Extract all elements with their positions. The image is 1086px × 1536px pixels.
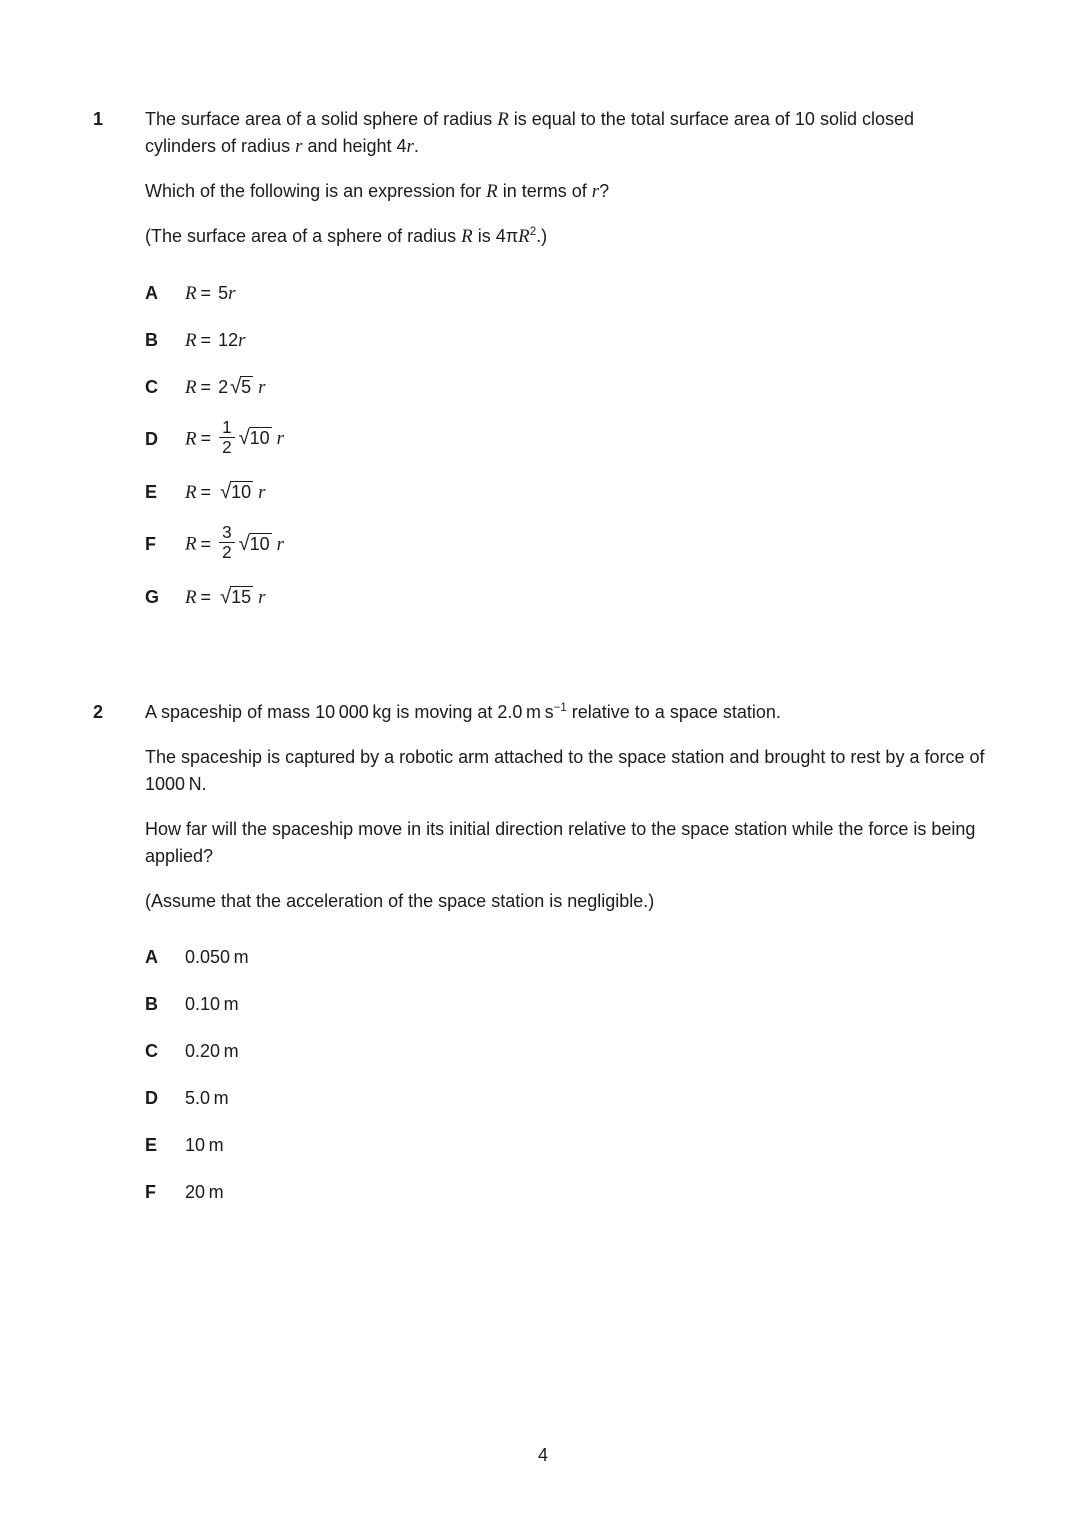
radical-sign: √ xyxy=(220,586,232,609)
option-letter: C xyxy=(145,376,158,397)
variable-R: R xyxy=(185,329,197,351)
option-letter: D xyxy=(145,1088,158,1109)
variable-R: R xyxy=(185,282,197,304)
option-letter: C xyxy=(145,1041,158,1062)
q2-question: How far will the spaceship move in its initial direction relative to the space station while the force is being applied? xyxy=(145,818,976,866)
variable-R: R xyxy=(185,587,197,609)
q2-options xyxy=(145,944,990,1207)
q1-option-a xyxy=(145,279,990,307)
option-letter: G xyxy=(145,587,160,608)
question-2-body xyxy=(145,699,990,1226)
q1-options xyxy=(145,279,990,612)
option-letter: A xyxy=(145,947,158,968)
variable-r: r xyxy=(238,329,246,351)
radicand: 5 xyxy=(241,376,252,397)
fraction xyxy=(219,523,235,562)
option-expression xyxy=(185,479,266,506)
equals-sign: = xyxy=(200,428,212,449)
option-letter: E xyxy=(145,1135,158,1156)
fraction-denominator: 2 xyxy=(219,542,235,562)
option-value: 0.10 m xyxy=(185,994,239,1015)
radical-sign: √ xyxy=(230,375,242,398)
equals-sign: = xyxy=(200,376,212,397)
variable-r: r xyxy=(258,587,266,609)
fraction-denominator: 2 xyxy=(219,437,235,457)
q1-option-e xyxy=(145,478,990,506)
q1-option-g xyxy=(145,584,990,612)
q1-option-f xyxy=(145,525,990,564)
option-letter: B xyxy=(145,329,158,350)
variable-R: R xyxy=(461,226,473,247)
superscript-minus-1: −1 xyxy=(553,701,567,714)
coefficient: 2 xyxy=(218,376,229,397)
option-value: 20 m xyxy=(185,1182,224,1203)
q2-option-a xyxy=(145,944,990,972)
option-expression xyxy=(185,584,266,611)
superscript-2: 2 xyxy=(529,226,537,238)
fraction-numerator: 3 xyxy=(222,523,232,543)
coefficient: 5 xyxy=(218,282,229,303)
radicand: 10 xyxy=(231,481,252,502)
option-expression xyxy=(185,525,284,564)
option-letter: F xyxy=(145,1182,156,1203)
option-letter: D xyxy=(145,429,158,450)
variable-r: r xyxy=(258,481,266,503)
q2-option-f xyxy=(145,1179,990,1207)
equals-sign: = xyxy=(200,481,212,502)
q2-option-b xyxy=(145,991,990,1019)
question-1-body xyxy=(145,106,990,631)
q2-paragraph-2: The spaceship is captured by a robotic arm attached to the space station and brought to rest by a force of 1000 N. xyxy=(145,746,985,794)
option-expression xyxy=(185,280,235,307)
q1-prompt: Which of the following is an expression for R in terms of r? xyxy=(145,181,610,202)
q1-option-d xyxy=(145,420,990,459)
question-2 xyxy=(93,699,998,1226)
page-footer xyxy=(0,1442,1086,1469)
option-value: 0.20 m xyxy=(185,1041,239,1062)
q2-option-e xyxy=(145,1132,990,1160)
variable-R: R xyxy=(185,376,197,398)
page-number: 4 xyxy=(537,1445,548,1465)
q1-statement: The surface area of a solid sphere of radius R is equal to the total surface area of 10 solid closed cylinders of radius r and height 4r. xyxy=(145,109,914,157)
variable-r: r xyxy=(228,282,236,304)
sqrt-radical xyxy=(239,534,272,554)
variable-R: R xyxy=(486,181,498,202)
option-expression xyxy=(185,374,266,401)
radical-sign: √ xyxy=(220,480,232,503)
q2-option-d xyxy=(145,1085,990,1113)
question-1 xyxy=(93,106,998,631)
radicand: 10 xyxy=(249,428,270,449)
question-2-number: 2 xyxy=(93,701,104,722)
option-value: 5.0 m xyxy=(185,1088,229,1109)
variable-r: r xyxy=(276,533,285,555)
radicand: 10 xyxy=(249,533,270,554)
q2-option-c xyxy=(145,1038,990,1066)
variable-R: R xyxy=(518,226,530,247)
option-letter: A xyxy=(145,282,158,303)
option-expression xyxy=(185,420,284,459)
option-expression xyxy=(185,327,245,354)
q2-note: (Assume that the acceleration of the space station is negligible.) xyxy=(145,890,655,911)
page-content xyxy=(93,106,998,1226)
variable-r: r xyxy=(258,376,266,398)
variable-r: r xyxy=(591,181,600,202)
equals-sign: = xyxy=(200,587,212,608)
fraction-numerator: 1 xyxy=(222,418,232,437)
option-value: 10 m xyxy=(185,1135,224,1156)
radical-sign: √ xyxy=(238,427,250,450)
radical-sign: √ xyxy=(238,532,250,555)
option-value: 0.050 m xyxy=(185,947,249,968)
variable-r: r xyxy=(406,136,414,157)
variable-R: R xyxy=(497,109,509,130)
equals-sign: = xyxy=(200,282,212,303)
q2-statement: A spaceship of mass 10 000 kg is moving at 2.0 m $s^{-1}$ relative to a space station. xyxy=(145,701,781,722)
sqrt-radical xyxy=(239,428,272,448)
coefficient: 12 xyxy=(218,329,239,350)
q1-note: (The surface area of a sphere of radius R is $4\pi R^2$.) xyxy=(145,226,548,247)
question-1-number: 1 xyxy=(93,109,104,129)
variable-r: r xyxy=(295,136,303,157)
sqrt-radical xyxy=(230,377,253,397)
option-letter: F xyxy=(145,534,156,555)
equals-sign: = xyxy=(200,329,212,350)
variable-R: R xyxy=(185,533,197,555)
variable-R: R xyxy=(185,428,197,450)
variable-r: r xyxy=(276,428,285,450)
radicand: 15 xyxy=(231,587,252,608)
equals-sign: = xyxy=(200,533,212,554)
sqrt-radical xyxy=(220,587,253,607)
sqrt-radical xyxy=(220,482,253,502)
q1-option-c xyxy=(145,373,990,401)
fraction xyxy=(219,418,235,457)
option-letter: E xyxy=(145,481,158,502)
option-letter: B xyxy=(145,994,158,1015)
q1-option-b xyxy=(145,326,990,354)
variable-R: R xyxy=(185,481,197,503)
